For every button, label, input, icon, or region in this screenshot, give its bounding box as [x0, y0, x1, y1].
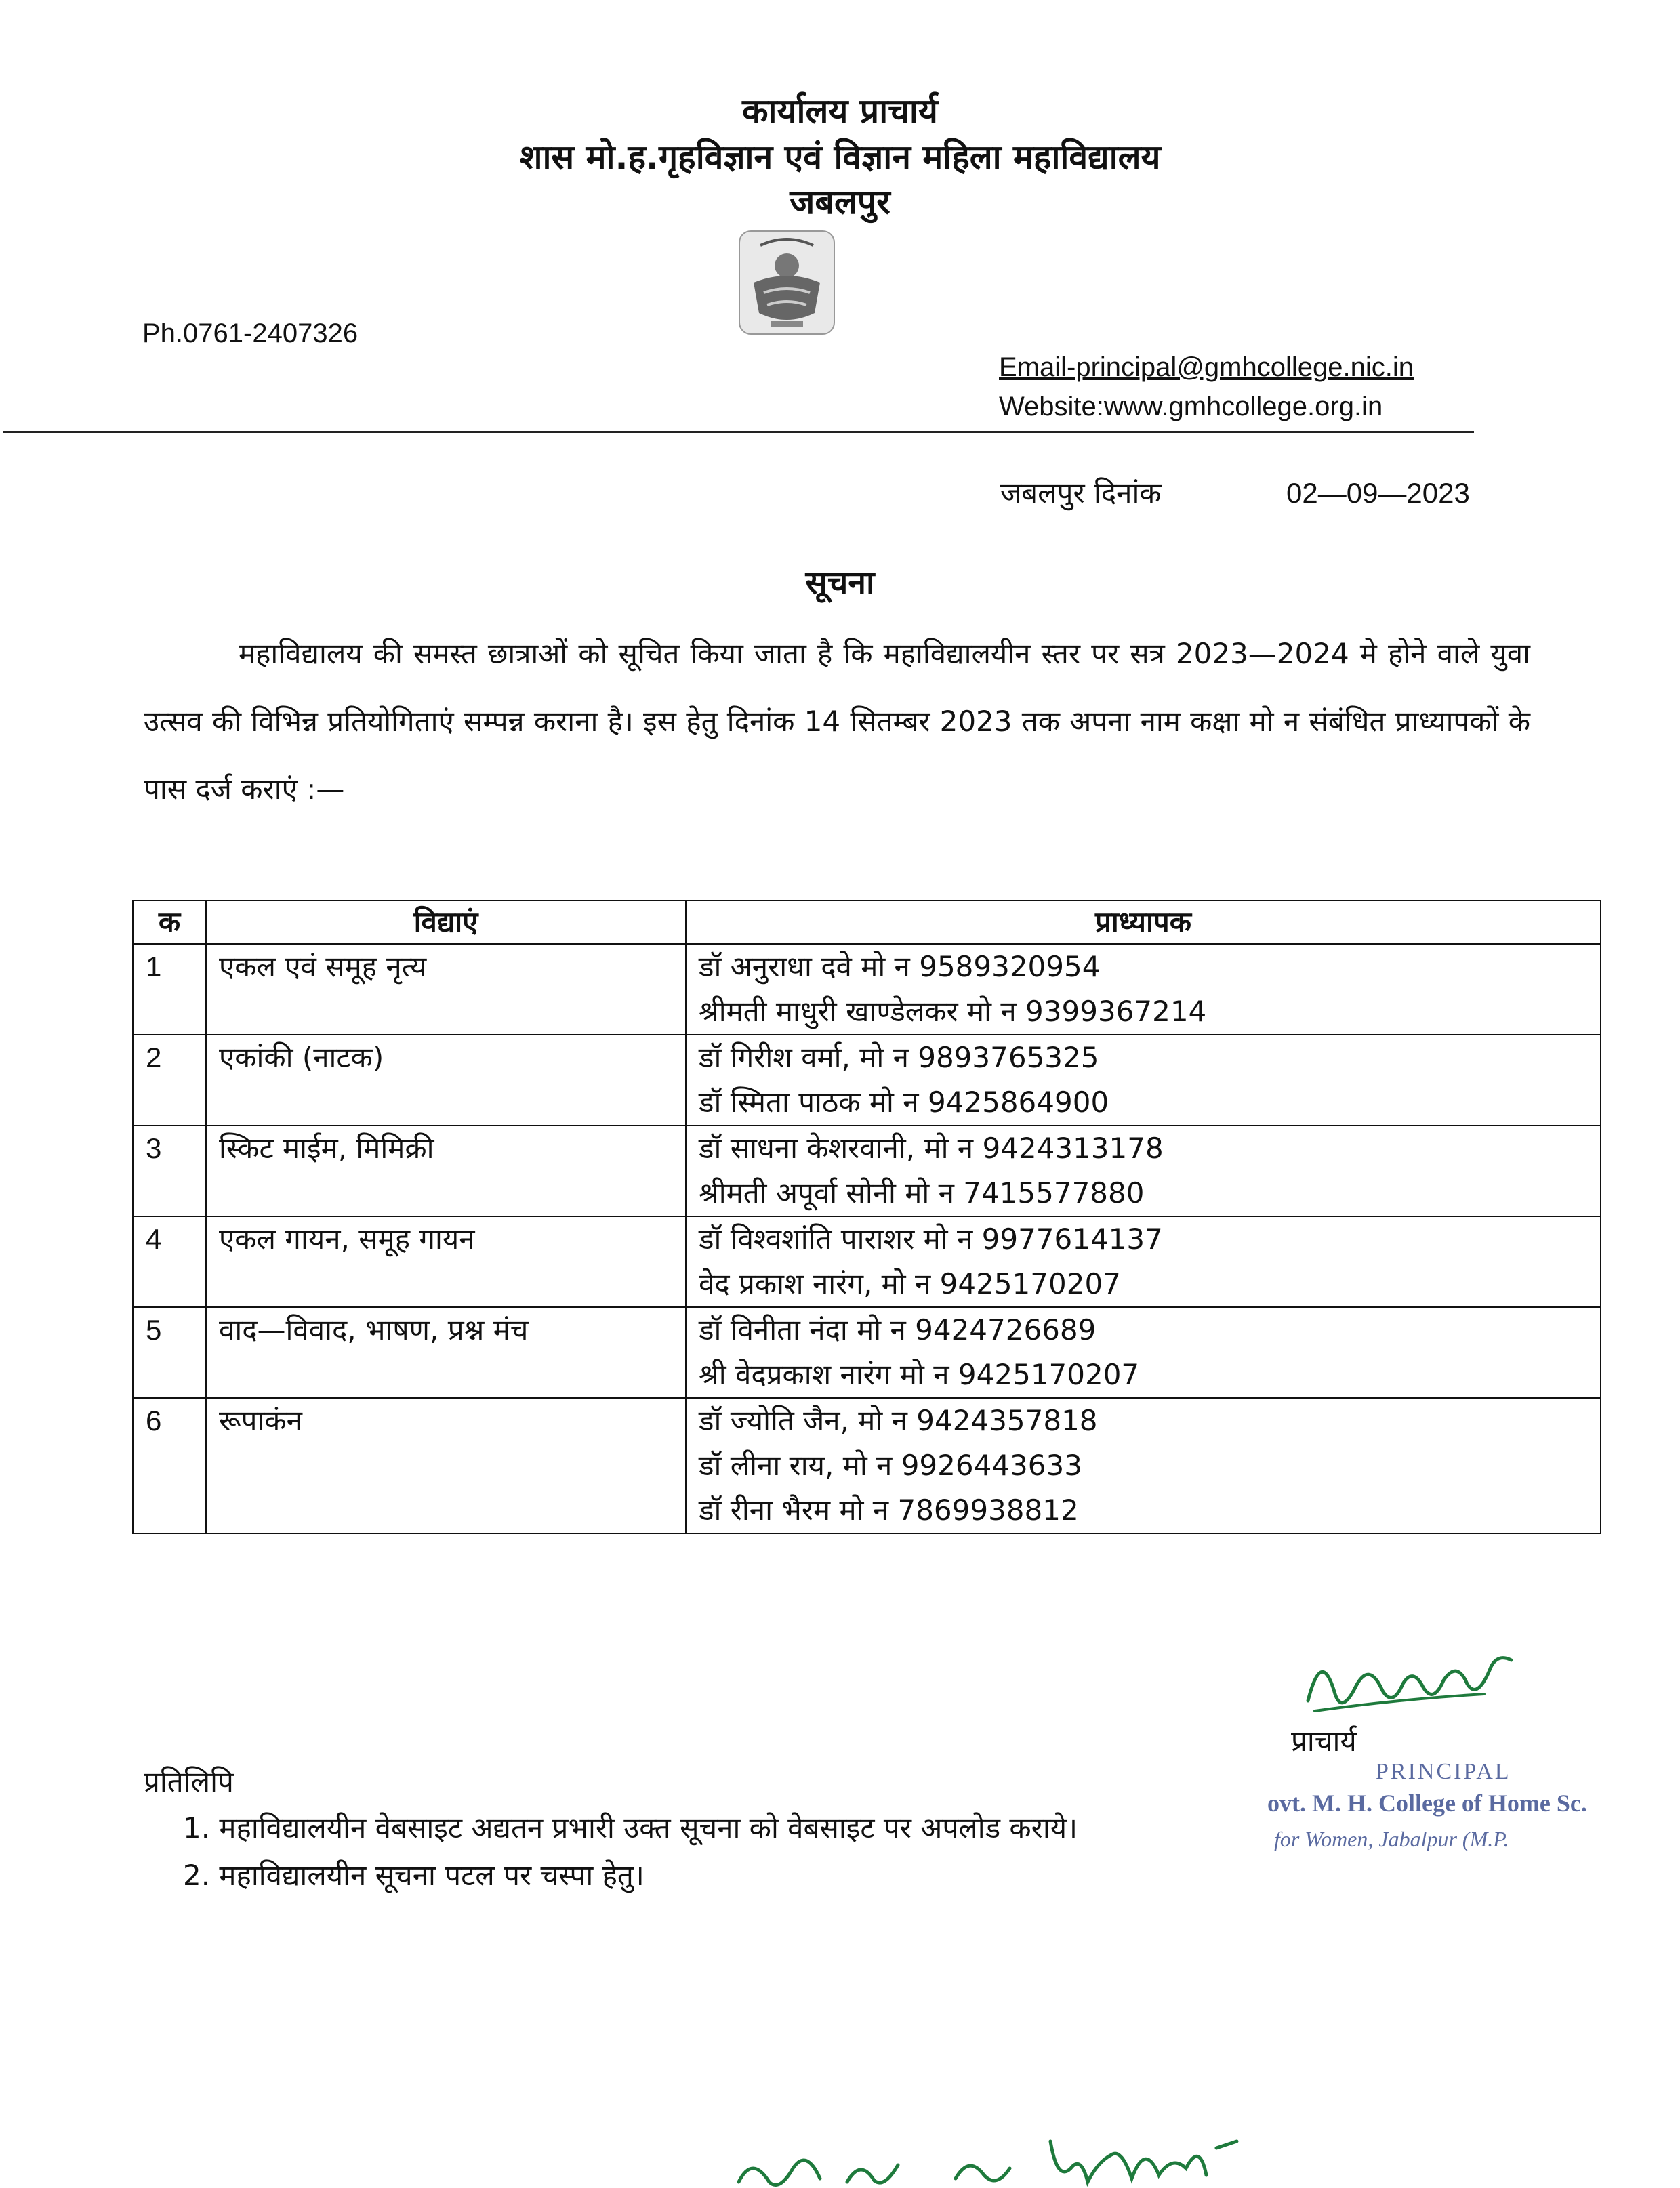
row-faculty [686, 1216, 1601, 1307]
college-name: शास मो.ह.गृहविज्ञान एवं विज्ञान महिला महाविद्यालय [519, 138, 1161, 177]
row-subject: वाद—विवाद, भाषण, प्रश्न मंच [206, 1307, 686, 1398]
faculty-line: श्री वेदप्रकाश नारंग मो न 9425170207 [699, 1358, 1140, 1391]
dateline-date: 02—09—2023 [1286, 477, 1470, 509]
stamp-line-1: ovt. M. H. College of Home Sc. [1267, 1790, 1587, 1817]
faculty-line: डॉ स्मिता पाठक मो न 9425864900 [699, 1086, 1109, 1119]
faculty-line: डॉ विश्वशांति पाराशर मो न 9977614137 [699, 1222, 1163, 1256]
row-faculty [686, 1398, 1601, 1533]
stamp-line-2: for Women, Jabalpur (M.P. [1274, 1827, 1509, 1851]
notice-body: महाविद्यालय की समस्त छात्राओं को सूचित किया जाता है कि महाविद्यालयीन स्तर पर सत्र 2023—2024 मे होने वाले युवा उत्सव की विभिन्न प्रतियोगिताएं सम्पन्न कराना है। इस हेतु दिनांक 14 सितम्बर 2023 तक अपना नाम कक्षा मो न संबंधित प्राध्यापकों के पास दर्ज कराएं :— [144, 637, 1530, 806]
email-address: Email-principal@gmhcollege.nic.in [999, 352, 1414, 382]
faculty-line: वेद प्रकाश नारंग, मो न 9425170207 [699, 1267, 1121, 1300]
faculty-line: डॉ अनुराधा दवे मो न 9589320954 [699, 950, 1101, 983]
faculty-line: डॉ साधना केशरवानी, मो न 9424313178 [699, 1132, 1164, 1165]
table-row [133, 1035, 1601, 1126]
header-divider [3, 431, 1474, 433]
notice-title: सूचना [805, 564, 875, 602]
faculty-line: डॉ विनीता नंदा मो न 9424726689 [699, 1313, 1097, 1346]
table-row [133, 1307, 1601, 1398]
competition-table [132, 900, 1601, 1534]
row-number: 2 [133, 1035, 206, 1126]
row-faculty [686, 1035, 1601, 1126]
faculty-line: डॉ गिरीश वर्मा, मो न 9893765325 [699, 1041, 1099, 1074]
row-number: 5 [133, 1307, 206, 1398]
row-subject: एकल गायन, समूह गायन [206, 1216, 686, 1307]
dateline-place: जबलपुर दिनांक [1000, 476, 1162, 510]
faculty-line: डॉ लीना राय, मो न 9926443633 [699, 1449, 1082, 1482]
signatory-designation: प्राचार्य [1291, 1725, 1357, 1758]
col-header-subject: विद्याएं [206, 901, 686, 944]
table-row [133, 944, 1601, 1035]
table-row [133, 1216, 1601, 1307]
phone-number: Ph.0761-2407326 [142, 318, 358, 348]
principal-signature [1294, 1619, 1525, 1737]
row-subject: एकांकी (नाटक) [206, 1035, 686, 1126]
faculty-line: श्रीमती अपूर्वा सोनी मो न 7415577880 [699, 1176, 1145, 1210]
college-emblem-icon [739, 230, 835, 335]
col-header-number: क [133, 901, 206, 944]
faculty-line: डॉ रीना भैरम मो न 7869938812 [699, 1493, 1079, 1527]
col-header-faculty: प्राध्यापक [686, 901, 1601, 944]
handwritten-note [732, 2128, 1247, 2188]
row-faculty [686, 1307, 1601, 1398]
city-name: जबलपुर [790, 182, 890, 222]
faculty-line: श्रीमती माधुरी खाण्डेलकर मो न 9399367214 [699, 995, 1207, 1028]
handwritten-note-scribble [732, 2128, 1247, 2188]
row-number: 1 [133, 944, 206, 1035]
row-number: 4 [133, 1216, 206, 1307]
row-subject: रूपाकंन [206, 1398, 686, 1533]
table-row [133, 1398, 1601, 1533]
office-heading: कार्यालय प्राचार्य [742, 91, 938, 131]
website-address: Website:www.gmhcollege.org.in [999, 392, 1383, 421]
copy-heading: प्रतिलिपि [144, 1765, 234, 1798]
table-header-row [133, 901, 1601, 944]
table-row [133, 1126, 1601, 1216]
row-faculty [686, 944, 1601, 1035]
faculty-line: डॉ ज्योति जैन, मो न 9424357818 [699, 1404, 1098, 1437]
stamp-title: PRINCIPAL [1376, 1759, 1511, 1784]
row-subject: एकल एवं समूह नृत्य [206, 944, 686, 1035]
row-subject: स्किट माईम, मिमिक्री [206, 1126, 686, 1216]
copy-item: 1. महाविद्यालयीन वेबसाइट अद्यतन प्रभारी उक्त सूचना को वेबसाइट पर अपलोड कराये। [183, 1811, 1078, 1844]
row-faculty [686, 1126, 1601, 1216]
row-number: 6 [133, 1398, 206, 1533]
row-number: 3 [133, 1126, 206, 1216]
copy-item: 2. महाविद्यालयीन सूचना पटल पर चस्पा हेतु। [183, 1859, 644, 1892]
